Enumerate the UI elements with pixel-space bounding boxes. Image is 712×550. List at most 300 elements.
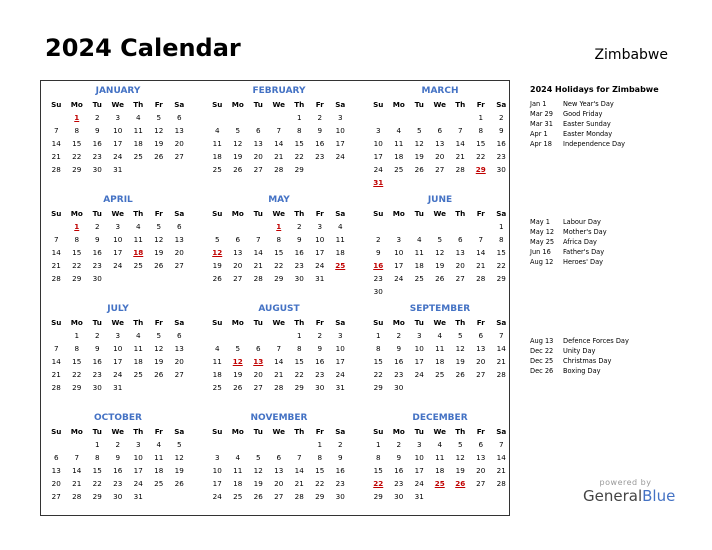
day-cell: 3 — [337, 113, 343, 122]
day-cell: 8 — [74, 126, 80, 135]
month-grid — [368, 98, 510, 189]
day-cell: 11 — [335, 235, 345, 244]
month-december — [370, 411, 510, 503]
weekday-header: Mo — [70, 209, 83, 218]
holiday-row — [530, 139, 625, 149]
month-june — [370, 193, 510, 298]
day-cell: 18 — [154, 466, 164, 475]
day-cell: 26 — [154, 152, 164, 161]
empty-cell — [450, 220, 471, 233]
day-cell: 20 — [253, 152, 263, 161]
holiday-day: 18 — [133, 248, 144, 257]
day-cell: 9 — [94, 235, 100, 244]
day-cell: 29 — [373, 492, 383, 501]
holiday-date: Apr 18 — [530, 140, 552, 148]
day-cell: 25 — [133, 261, 143, 270]
day-cell: 23 — [496, 152, 506, 161]
day-cell: 30 — [373, 287, 383, 296]
holiday-day: 16 — [373, 261, 384, 270]
day-cell: 6 — [53, 453, 59, 462]
day-cell: 28 — [496, 479, 506, 488]
day-cell: 22 — [72, 261, 82, 270]
holiday-day: 1 — [74, 222, 80, 231]
weekday-header: Tu — [92, 427, 102, 436]
day-cell: 15 — [373, 466, 383, 475]
month-grid — [368, 207, 510, 298]
day-cell: 1 — [375, 440, 381, 449]
month-grid — [207, 316, 349, 394]
day-cell: 21 — [51, 152, 61, 161]
day-cell: 29 — [92, 492, 102, 501]
day-cell: 23 — [294, 261, 304, 270]
day-cell: 10 — [133, 453, 143, 462]
weekday-header: Th — [294, 427, 305, 436]
day-cell: 24 — [133, 479, 143, 488]
weekday-header: Sa — [335, 209, 346, 218]
day-cell: 18 — [233, 479, 243, 488]
day-cell: 14 — [51, 248, 61, 257]
empty-cell — [269, 438, 290, 451]
weekday-header: Fr — [154, 318, 163, 327]
day-cell: 30 — [496, 165, 506, 174]
empty-cell — [409, 220, 430, 233]
brand-logo — [583, 478, 676, 505]
day-cell: 12 — [233, 139, 243, 148]
day-cell: 5 — [457, 331, 463, 340]
day-cell: 3 — [214, 453, 220, 462]
day-cell: 15 — [72, 357, 82, 366]
day-cell: 11 — [133, 235, 143, 244]
day-cell: 4 — [135, 222, 141, 231]
day-cell: 29 — [294, 383, 304, 392]
month-january — [48, 84, 188, 176]
day-cell: 18 — [414, 261, 424, 270]
day-cell: 11 — [212, 139, 222, 148]
day-cell: 30 — [394, 383, 404, 392]
day-cell: 7 — [498, 440, 504, 449]
day-cell: 19 — [233, 152, 243, 161]
day-cell: 22 — [294, 370, 304, 379]
day-cell: 4 — [214, 344, 220, 353]
empty-cell — [248, 220, 269, 233]
day-cell: 30 — [315, 383, 325, 392]
day-cell: 21 — [51, 261, 61, 270]
day-cell: 17 — [414, 357, 424, 366]
month-name: FEBRUARY — [252, 86, 306, 96]
empty-cell — [228, 220, 249, 233]
empty-cell — [269, 329, 290, 342]
day-cell: 2 — [498, 113, 504, 122]
holiday-date: May 1 — [530, 218, 550, 226]
weekday-header: Mo — [231, 209, 244, 218]
day-cell: 19 — [455, 357, 465, 366]
day-cell: 2 — [396, 331, 402, 340]
day-cell: 1 — [317, 440, 323, 449]
weekday-header: Fr — [315, 100, 324, 109]
day-cell: 5 — [457, 440, 463, 449]
empty-cell — [207, 220, 228, 233]
day-cell: 31 — [315, 274, 325, 283]
day-cell: 5 — [255, 453, 261, 462]
holidays-title: 2024 Holidays for Zimbabwe — [530, 85, 659, 94]
day-cell: 10 — [212, 466, 222, 475]
holiday-name: Easter Sunday — [563, 120, 611, 128]
day-cell: 29 — [496, 274, 506, 283]
day-cell: 19 — [233, 370, 243, 379]
holiday-day: 25 — [335, 261, 346, 270]
day-cell: 23 — [92, 370, 102, 379]
day-cell: 9 — [337, 453, 343, 462]
holiday-list — [530, 217, 607, 267]
day-cell: 2 — [337, 440, 343, 449]
day-cell: 31 — [113, 165, 123, 174]
day-cell: 10 — [113, 344, 123, 353]
day-cell: 11 — [435, 453, 445, 462]
day-cell: 2 — [317, 113, 323, 122]
weekday-header: Mo — [392, 318, 405, 327]
day-cell: 5 — [176, 440, 182, 449]
day-cell: 16 — [335, 466, 345, 475]
day-cell: 6 — [176, 222, 182, 231]
month-august — [209, 302, 349, 394]
day-cell: 19 — [435, 261, 445, 270]
day-cell: 30 — [92, 165, 102, 174]
day-cell: 4 — [235, 453, 241, 462]
day-cell: 23 — [394, 479, 404, 488]
month-name: JULY — [107, 304, 129, 314]
day-cell: 25 — [154, 479, 164, 488]
day-cell: 17 — [394, 261, 404, 270]
day-cell: 29 — [72, 383, 82, 392]
day-cell: 7 — [255, 235, 261, 244]
day-cell: 20 — [253, 370, 263, 379]
day-cell: 7 — [74, 453, 80, 462]
brand-name-part2: Blue — [642, 487, 676, 505]
weekday-header: We — [111, 100, 125, 109]
day-cell: 25 — [212, 165, 222, 174]
day-cell: 21 — [476, 261, 486, 270]
empty-cell — [228, 111, 249, 124]
day-cell: 17 — [315, 248, 325, 257]
day-cell: 30 — [113, 492, 123, 501]
day-cell: 12 — [455, 453, 465, 462]
holiday-row — [530, 129, 625, 139]
day-cell: 25 — [233, 492, 243, 501]
day-cell: 1 — [478, 113, 484, 122]
empty-cell — [46, 329, 67, 342]
day-cell: 17 — [113, 139, 123, 148]
holiday-row — [530, 99, 625, 109]
day-cell: 7 — [53, 344, 59, 353]
day-cell: 22 — [274, 261, 284, 270]
empty-cell — [207, 438, 228, 451]
day-cell: 9 — [498, 126, 504, 135]
calendar-frame — [40, 80, 510, 516]
day-cell: 23 — [373, 274, 383, 283]
day-cell: 8 — [375, 344, 381, 353]
day-cell: 10 — [315, 235, 325, 244]
empty-cell — [409, 111, 430, 124]
holiday-date: Dec 22 — [530, 347, 554, 355]
holiday-row — [530, 336, 629, 346]
holiday-name: New Year's Day — [563, 100, 614, 108]
day-cell: 25 — [414, 274, 424, 283]
weekday-header: Mo — [231, 100, 244, 109]
month-grid — [46, 316, 188, 394]
month-grid — [46, 207, 188, 285]
day-cell: 27 — [476, 479, 486, 488]
weekday-header: We — [272, 318, 286, 327]
day-cell: 11 — [233, 466, 243, 475]
day-cell: 7 — [457, 126, 463, 135]
day-cell: 28 — [72, 492, 82, 501]
holiday-list — [530, 336, 629, 376]
day-cell: 24 — [414, 370, 424, 379]
weekday-header: Sa — [496, 209, 507, 218]
weekday-header: Tu — [414, 318, 424, 327]
holiday-name: Labour Day — [563, 218, 601, 226]
day-cell: 13 — [476, 344, 486, 353]
day-cell: 17 — [113, 357, 123, 366]
weekday-header: Fr — [315, 209, 324, 218]
weekday-header: Th — [455, 427, 466, 436]
day-cell: 31 — [335, 383, 345, 392]
weekday-header: Th — [133, 100, 144, 109]
day-cell: 29 — [373, 383, 383, 392]
country-name: Zimbabwe — [594, 47, 668, 63]
day-cell: 2 — [296, 222, 302, 231]
day-cell: 15 — [72, 248, 82, 257]
day-cell: 12 — [174, 453, 184, 462]
empty-cell — [248, 329, 269, 342]
day-cell: 27 — [174, 152, 184, 161]
month-name: DECEMBER — [412, 413, 468, 423]
day-cell: 23 — [335, 479, 345, 488]
weekday-header: Mo — [70, 318, 83, 327]
day-cell: 4 — [337, 222, 343, 231]
weekday-header: Su — [51, 427, 62, 436]
month-february — [209, 84, 349, 176]
weekday-header: Th — [294, 318, 305, 327]
holiday-date: Mar 29 — [530, 110, 553, 118]
weekday-header: Tu — [414, 209, 424, 218]
weekday-header: Th — [455, 318, 466, 327]
day-cell: 5 — [156, 222, 162, 231]
day-cell: 12 — [253, 466, 263, 475]
day-cell: 24 — [113, 152, 123, 161]
day-cell: 18 — [212, 152, 222, 161]
day-cell: 9 — [115, 453, 121, 462]
day-cell: 11 — [154, 453, 164, 462]
day-cell: 21 — [455, 152, 465, 161]
weekday-header: Su — [373, 100, 384, 109]
day-cell: 10 — [113, 126, 123, 135]
weekday-header: Mo — [70, 100, 83, 109]
weekday-header: Su — [212, 100, 223, 109]
day-cell: 15 — [373, 357, 383, 366]
day-cell: 13 — [435, 139, 445, 148]
day-cell: 17 — [335, 139, 345, 148]
day-cell: 14 — [496, 344, 506, 353]
weekday-header: We — [272, 100, 286, 109]
day-cell: 2 — [94, 113, 100, 122]
day-cell: 2 — [317, 331, 323, 340]
weekday-header: We — [272, 427, 286, 436]
weekday-header: Fr — [476, 209, 485, 218]
weekday-header: Fr — [154, 427, 163, 436]
empty-cell — [228, 329, 249, 342]
day-cell: 5 — [156, 113, 162, 122]
day-cell: 30 — [394, 492, 404, 501]
day-cell: 28 — [476, 274, 486, 283]
holiday-name: Unity Day — [563, 347, 596, 355]
day-cell: 13 — [174, 126, 184, 135]
day-cell: 14 — [496, 453, 506, 462]
day-cell: 10 — [113, 235, 123, 244]
month-grid — [46, 98, 188, 176]
weekday-header: Mo — [392, 209, 405, 218]
weekday-header: Th — [455, 100, 466, 109]
day-cell: 4 — [416, 235, 422, 244]
day-cell: 4 — [437, 331, 443, 340]
weekday-header: Fr — [476, 318, 485, 327]
empty-cell — [450, 111, 471, 124]
day-cell: 7 — [53, 126, 59, 135]
holiday-row — [530, 109, 625, 119]
day-cell: 6 — [437, 126, 443, 135]
day-cell: 3 — [375, 126, 381, 135]
day-cell: 2 — [375, 235, 381, 244]
day-cell: 11 — [414, 248, 424, 257]
day-cell: 26 — [174, 479, 184, 488]
weekday-header: Su — [373, 427, 384, 436]
day-cell: 10 — [373, 139, 383, 148]
day-cell: 14 — [274, 357, 284, 366]
day-cell: 26 — [212, 274, 222, 283]
day-cell: 21 — [274, 152, 284, 161]
day-cell: 5 — [156, 331, 162, 340]
day-cell: 12 — [154, 344, 164, 353]
day-cell: 1 — [296, 113, 302, 122]
day-cell: 31 — [113, 383, 123, 392]
day-cell: 15 — [315, 466, 325, 475]
weekday-header: Mo — [392, 427, 405, 436]
month-may — [209, 193, 349, 285]
holiday-day: 31 — [373, 178, 384, 187]
day-cell: 2 — [94, 222, 100, 231]
day-cell: 6 — [255, 126, 261, 135]
empty-cell — [46, 111, 67, 124]
day-cell: 10 — [414, 344, 424, 353]
month-september — [370, 302, 510, 394]
day-cell: 7 — [498, 331, 504, 340]
day-cell: 3 — [396, 235, 402, 244]
day-cell: 2 — [94, 331, 100, 340]
day-cell: 24 — [373, 165, 383, 174]
day-cell: 20 — [51, 479, 61, 488]
holiday-day: 1 — [74, 113, 80, 122]
day-cell: 28 — [274, 165, 284, 174]
day-cell: 13 — [253, 139, 263, 148]
weekday-header: Tu — [253, 100, 263, 109]
day-cell: 9 — [94, 344, 100, 353]
day-cell: 21 — [496, 466, 506, 475]
day-cell: 21 — [274, 370, 284, 379]
day-cell: 8 — [498, 235, 504, 244]
holiday-date: Mar 31 — [530, 120, 553, 128]
day-cell: 23 — [315, 370, 325, 379]
weekday-header: Sa — [174, 209, 185, 218]
weekday-header: We — [272, 209, 286, 218]
day-cell: 30 — [92, 383, 102, 392]
month-grid — [207, 207, 349, 285]
day-cell: 27 — [253, 383, 263, 392]
day-cell: 27 — [253, 165, 263, 174]
day-cell: 8 — [94, 453, 100, 462]
day-cell: 12 — [154, 235, 164, 244]
weekday-header: Tu — [414, 427, 424, 436]
weekday-header: Tu — [92, 318, 102, 327]
day-cell: 20 — [274, 479, 284, 488]
page-title: 2024 Calendar — [45, 34, 241, 62]
day-cell: 9 — [94, 126, 100, 135]
day-cell: 6 — [176, 331, 182, 340]
powered-by-text: powered by — [599, 478, 652, 487]
day-cell: 27 — [274, 492, 284, 501]
day-cell: 3 — [115, 113, 121, 122]
day-cell: 16 — [92, 357, 102, 366]
empty-cell — [46, 438, 67, 451]
day-cell: 1 — [94, 440, 100, 449]
empty-cell — [368, 220, 389, 233]
weekday-header: Su — [212, 209, 223, 218]
day-cell: 13 — [233, 248, 243, 257]
weekday-header: Tu — [92, 209, 102, 218]
day-cell: 22 — [373, 370, 383, 379]
day-cell: 14 — [476, 248, 486, 257]
day-cell: 16 — [92, 248, 102, 257]
day-cell: 17 — [212, 479, 222, 488]
day-cell: 17 — [113, 248, 123, 257]
day-cell: 15 — [274, 248, 284, 257]
day-cell: 8 — [478, 126, 484, 135]
day-cell: 4 — [396, 126, 402, 135]
day-cell: 17 — [335, 357, 345, 366]
day-cell: 26 — [154, 370, 164, 379]
day-cell: 16 — [315, 357, 325, 366]
month-april — [48, 193, 188, 285]
day-cell: 6 — [276, 453, 282, 462]
day-cell: 6 — [457, 235, 463, 244]
holiday-name: Defence Forces Day — [563, 337, 629, 345]
day-cell: 25 — [212, 383, 222, 392]
day-cell: 15 — [496, 248, 506, 257]
day-cell: 20 — [174, 357, 184, 366]
day-cell: 20 — [174, 139, 184, 148]
day-cell: 7 — [276, 126, 282, 135]
day-cell: 14 — [72, 466, 82, 475]
day-cell: 25 — [394, 165, 404, 174]
day-cell: 14 — [253, 248, 263, 257]
day-cell: 16 — [92, 139, 102, 148]
day-cell: 24 — [113, 370, 123, 379]
day-cell: 5 — [416, 126, 422, 135]
weekday-header: Su — [51, 209, 62, 218]
day-cell: 6 — [235, 235, 241, 244]
day-cell: 10 — [335, 126, 345, 135]
day-cell: 19 — [154, 139, 164, 148]
weekday-header: Fr — [154, 209, 163, 218]
